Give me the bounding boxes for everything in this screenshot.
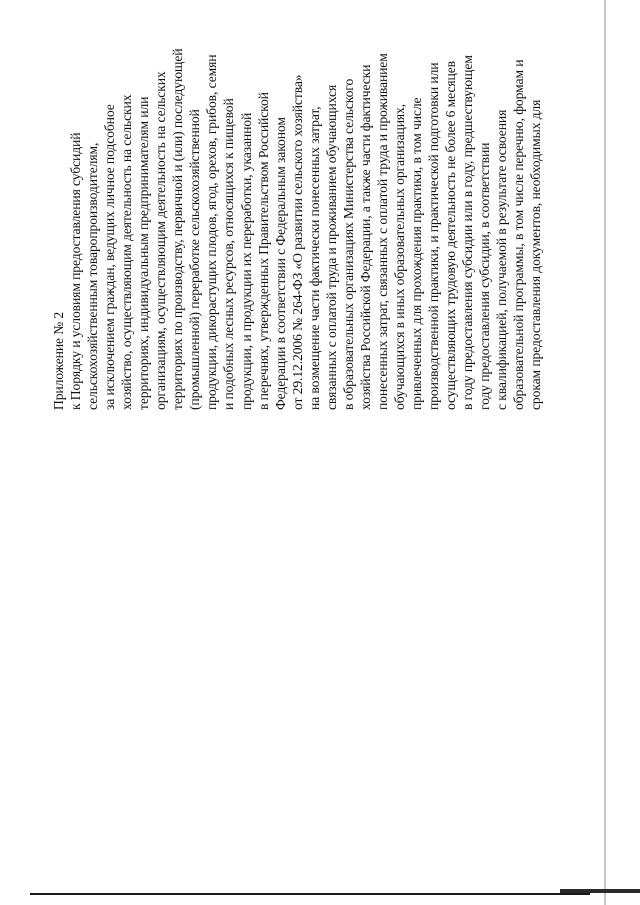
header-line: понесенных затрат, связанных с оплатой труда и проживанием xyxy=(374,53,390,410)
header-line: к Порядку и условиям предоставления субсидий xyxy=(68,132,84,410)
header-line: хозяйства Российской Федерации, а также части фактически xyxy=(357,64,373,410)
header-line: Федерации в соответствии с Федеральным законом xyxy=(272,117,288,410)
header-line: связанных с оплатой труда и проживанием обучающихся xyxy=(323,84,339,410)
header-line: обучающихся в иных образовательных организациях, xyxy=(391,103,407,410)
header-line: продукции, дикорастущих плодов, ягод, орехов, грибов, семян xyxy=(204,54,220,410)
header-line: году предоставления субсидии, в соответствии xyxy=(477,142,493,410)
scan-edge-right xyxy=(604,0,606,905)
header-line: организациям, осуществляющим деятельность на сельских xyxy=(153,71,169,410)
header-line: территориях по производству, первичной и (или) последующей xyxy=(170,48,186,410)
appendix-title: Приложение № 2 xyxy=(51,311,66,410)
appendix-header-block xyxy=(50,30,544,410)
header-line: сельскохозяйственным товаропроизводителям, xyxy=(85,142,101,410)
header-line: территориях, индивидуальным предпринимателям или xyxy=(136,96,152,410)
header-line: и подобных лесных ресурсов, относящихся к пищевой xyxy=(221,98,237,410)
header-line: от 29.12.2006 № 264-ФЗ «О развитии сельского хозяйства» xyxy=(289,74,305,410)
header-line: в году предоставления субсидии или в году, предшествующем xyxy=(460,55,476,410)
header-line: продукции, и продукции их переработки, указанной xyxy=(238,112,254,410)
scan-edge-corner xyxy=(560,889,640,893)
scan-edge-bottom xyxy=(30,893,590,895)
header-line: с квалификацией, получаемой в результате освоения xyxy=(494,109,510,410)
header-line: хозяйство, осуществляющим деятельность на сельских xyxy=(119,94,135,410)
header-line: (промышленной) переработке сельскохозяйственной xyxy=(187,109,203,410)
header-line: привлеченных для прохождения практики, в том числе xyxy=(408,97,424,410)
header-line: производственной практики, и практической подготовки или xyxy=(426,62,442,410)
header-line: в образовательных организациях Министерства сельского xyxy=(340,78,356,410)
header-line: срокам предоставления документов, необходимых для xyxy=(528,99,544,410)
header-line: осуществляющих трудовую деятельность не более 6 месяцев xyxy=(443,61,459,410)
header-line: образовательной программы, в том числе перечню, формам и xyxy=(511,59,527,410)
header-line: за исключением граждан, ведущих личное подсобное xyxy=(102,104,118,410)
header-line: в перечнях, утвержденных Правительством Российской xyxy=(255,92,271,410)
header-line: на возмещение части фактически понесенных затрат, xyxy=(306,106,322,410)
